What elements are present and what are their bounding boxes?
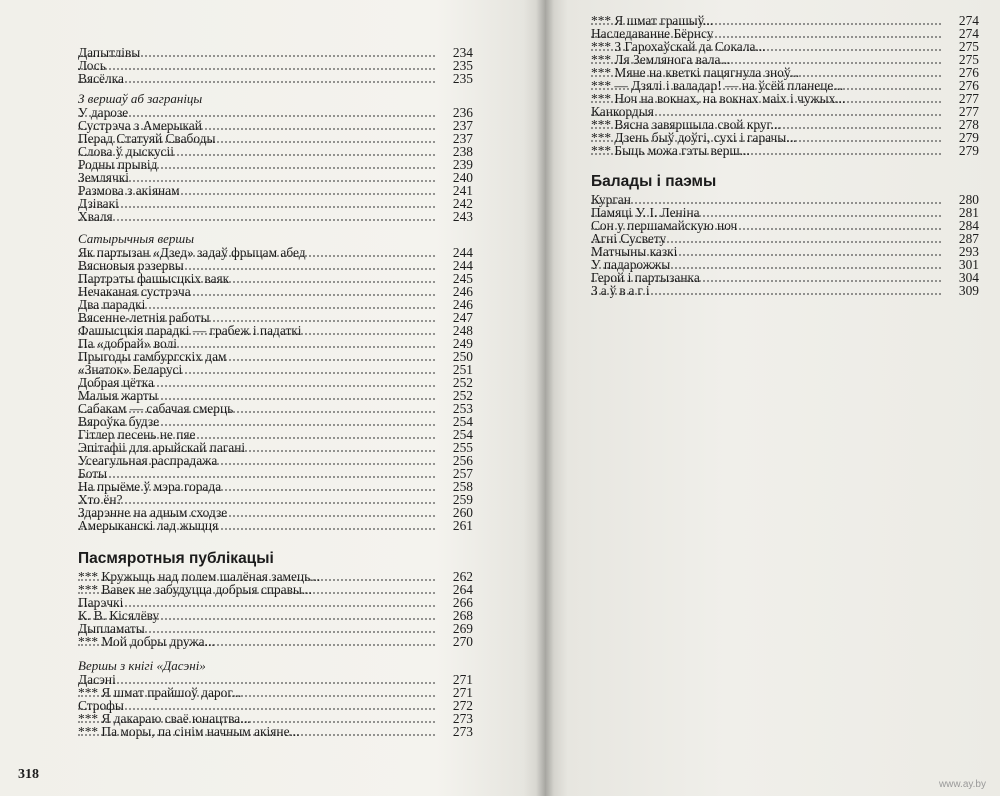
- leader-dots: [78, 219, 435, 221]
- toc-entry-page: 252: [452, 375, 473, 390]
- toc-entry-title: Вясёлка: [78, 71, 124, 86]
- toc-entry-title: Сустрэча з Амерыкай: [78, 118, 202, 133]
- toc-group: [591, 193, 979, 297]
- toc-entry: [591, 144, 979, 157]
- toc-entry-page: 248: [452, 323, 473, 338]
- toc-entry: [78, 59, 473, 72]
- toc-entry-title: Вясенне-летнія работы: [78, 310, 210, 325]
- toc-entry: [78, 635, 473, 648]
- toc-entry: [78, 210, 473, 223]
- toc-entry-page: 256: [452, 453, 473, 468]
- toc-entry-title: *** Мяне на кветкі пацягнула зноў...: [591, 65, 800, 80]
- toc-entry-title: *** Вясна завяршыла свой круг...: [591, 117, 781, 132]
- toc-entry-title: Сабакам — сабачая смерць: [78, 401, 234, 416]
- leader-dots: [78, 605, 435, 607]
- toc-entry-page: 271: [452, 672, 473, 687]
- toc-entry: [78, 46, 473, 59]
- section-heading-ballads: Балады і паэмы: [591, 173, 717, 190]
- toc-entry-title: Землячкі: [78, 170, 129, 185]
- toc-entry-title: Вясновыя рэзервы: [78, 258, 184, 273]
- toc-group: [78, 106, 473, 223]
- toc-entry-title: Заўвагі: [591, 283, 653, 298]
- toc-entry-page: 251: [452, 362, 473, 377]
- toc-entry-page: 301: [958, 257, 979, 272]
- toc-entry-page: 273: [452, 711, 473, 726]
- toc-entry-page: 281: [958, 205, 979, 220]
- toc-left: [78, 46, 473, 738]
- toc-entry-page: 276: [958, 78, 979, 93]
- toc-entry-title: Матчыны казкі: [591, 244, 678, 259]
- toc-entry-page: 260: [452, 505, 473, 520]
- toc-entry-title: Сон у першамайскую ноч: [591, 218, 738, 233]
- toc-entry-page: 239: [452, 157, 473, 172]
- toc-entry-page: 257: [452, 466, 473, 481]
- toc-entry-page: 237: [452, 131, 473, 146]
- toc-entry-title: Дапытлівы: [78, 45, 141, 60]
- toc-entry: [78, 158, 473, 171]
- toc-entry-title: У падарожжы: [591, 257, 671, 272]
- toc-entry-page: 244: [452, 258, 473, 273]
- toc-entry-title: Як партызан «Дзед» задаў фрыцам абед: [78, 245, 306, 260]
- toc-entry: [78, 725, 473, 738]
- toc-entry-title: К. В. Кісялёву: [78, 608, 160, 623]
- leader-dots: [78, 68, 435, 70]
- toc-entry-page: 235: [452, 71, 473, 86]
- toc-entry-title: Здарэнне на адным сходзе: [78, 505, 228, 520]
- section-heading-posthumous: Пасмяротныя публікацыі: [78, 550, 274, 567]
- toc-entry-page: 259: [452, 492, 473, 507]
- toc-entry-page: 253: [452, 401, 473, 416]
- toc-group: [78, 570, 473, 648]
- toc-entry-title: Боты: [78, 466, 108, 481]
- toc-entry-page: 271: [452, 685, 473, 700]
- toc-entry-page: 293: [958, 244, 979, 259]
- toc-entry: [78, 197, 473, 210]
- toc-entry-page: 242: [452, 196, 473, 211]
- toc-entry-page: 258: [452, 479, 473, 494]
- toc-entry-title: *** Ля Землянога вала...: [591, 52, 731, 67]
- toc-entry-title: Партрэты фашысцкіх ваяк: [78, 271, 230, 286]
- toc-entry-title: Дыпламаты: [78, 621, 145, 636]
- toc-entry-page: 234: [452, 45, 473, 60]
- toc-entry-title: Малыя жарты: [78, 388, 158, 403]
- toc-entry-title: Хваля: [78, 209, 113, 224]
- toc-entry-title: *** Кружыць над полем шалёная замець...: [78, 569, 321, 584]
- toc-entry-title: *** Я шмат прайшоў дарог...: [78, 685, 242, 700]
- toc-entry-page: 246: [452, 297, 473, 312]
- toc-entry-title: Герой і партызанка: [591, 270, 700, 285]
- toc-entry-page: 255: [452, 440, 473, 455]
- section-heading-dasni: Вершы з кнігі «Дасэні»: [78, 658, 206, 673]
- toc-entry-page: 279: [958, 130, 979, 145]
- toc-entry-title: Гітлер песень не пяе: [78, 427, 196, 442]
- toc-entry-page: 272: [452, 698, 473, 713]
- toc-entry-page: 244: [452, 245, 473, 260]
- leader-dots: [78, 115, 435, 117]
- toc-entry-title: Парэчкі: [78, 595, 124, 610]
- toc-entry-page: 274: [958, 13, 979, 28]
- toc-entry-page: 235: [452, 58, 473, 73]
- toc-entry-title: Эпітафіі для арыйскай пагані: [78, 440, 246, 455]
- toc-entry-title: Фашысцкія парадкі — грабеж і падаткі: [78, 323, 302, 338]
- toc-entry-title: Хто ён?: [78, 492, 123, 507]
- toc-entry-page: 243: [452, 209, 473, 224]
- toc-entry-page: 287: [958, 231, 979, 246]
- toc-entry-page: 254: [452, 427, 473, 442]
- toc-entry-page: 276: [958, 65, 979, 80]
- watermark: www.ay.by: [938, 779, 986, 790]
- toc-entry-title: *** Вавек не забудуцца добрыя справы...: [78, 582, 312, 597]
- toc-entry-page: 275: [958, 39, 979, 54]
- toc-entry-title: *** Я дакараю сваё юнацтва...: [78, 711, 251, 726]
- toc-entry-page: 277: [958, 91, 979, 106]
- toc-group: [78, 46, 473, 85]
- toc-entry-title: Два парадкі: [78, 297, 146, 312]
- toc-entry-page: 249: [452, 336, 473, 351]
- book-gutter: [536, 0, 554, 796]
- toc-entry-page: 277: [958, 104, 979, 119]
- toc-entry: [591, 284, 979, 297]
- toc-entry: [78, 184, 473, 197]
- toc-entry-page: 269: [452, 621, 473, 636]
- toc-entry-title: *** Быць можа гэты верш...: [591, 143, 750, 158]
- toc-entry-title: Дасэні: [78, 672, 116, 687]
- toc-entry-page: 275: [958, 52, 979, 67]
- toc-entry-title: Дзівакі: [78, 196, 119, 211]
- toc-entry-title: Родны прывід: [78, 157, 158, 172]
- toc-entry-title: На прыёме ў мэра горада: [78, 479, 222, 494]
- toc-entry-page: 241: [452, 183, 473, 198]
- toc-entry-title: Добрая цётка: [78, 375, 154, 390]
- toc-entry-title: *** — Дзялі і валадар! — на ўсёй планеце...: [591, 78, 844, 93]
- toc-entry-title: Усеагульная распрадажа: [78, 453, 218, 468]
- toc-entry-title: Лось: [78, 58, 106, 73]
- toc-entry-title: *** З Гарохаўскай да Сокала...: [591, 39, 766, 54]
- toc-entry-title: Перад Статуяй Свабоды: [78, 131, 216, 146]
- toc-entry-page: 237: [452, 118, 473, 133]
- toc-entry-page: 279: [958, 143, 979, 158]
- toc-entry-title: *** Па моры, па сінім начным акіяне...: [78, 724, 300, 739]
- toc-entry-page: 236: [452, 105, 473, 120]
- right-page: [545, 0, 1000, 796]
- toc-entry-page: 268: [452, 608, 473, 623]
- toc-entry-title: У дарозе: [78, 105, 129, 120]
- toc-entry-page: 250: [452, 349, 473, 364]
- toc-entry-title: «Знаток» Беларусі: [78, 362, 183, 377]
- toc-entry-page: 278: [958, 117, 979, 132]
- toc-entry-page: 280: [958, 192, 979, 207]
- toc-entry-title: Слова ў дыскусіі: [78, 144, 174, 159]
- toc-entry-title: Памяці У. І. Леніна: [591, 205, 700, 220]
- toc-entry-title: *** Я шмат грашыў...: [591, 13, 714, 28]
- toc-entry-page: 273: [452, 724, 473, 739]
- toc-entry-page: 284: [958, 218, 979, 233]
- toc-entry-title: Размова з акіянам: [78, 183, 180, 198]
- toc-entry-title: Вяроўка будзе: [78, 414, 160, 429]
- section-heading-abroad: З вершаў аб заграніцы: [78, 91, 203, 106]
- leader-dots: [78, 708, 435, 710]
- toc-entry-page: 270: [452, 634, 473, 649]
- toc-entry: [78, 480, 473, 493]
- toc-entry-page: 247: [452, 310, 473, 325]
- toc-entry: [78, 583, 473, 596]
- toc-entry-title: Нечаканая сустрэча: [78, 284, 191, 299]
- leader-dots: [78, 476, 435, 478]
- toc-entry-page: 240: [452, 170, 473, 185]
- toc-entry-page: 262: [452, 569, 473, 584]
- toc-entry: [78, 72, 473, 85]
- toc-entry: [78, 686, 473, 699]
- toc-entry-title: Наследаванне Бёрнсу: [591, 26, 714, 41]
- toc-entry-page: 309: [958, 283, 979, 298]
- toc-entry-title: *** Дзень быў доўгі, сухі і гарачы...: [591, 130, 797, 145]
- toc-entry: [78, 519, 473, 532]
- toc-entry-page: 245: [452, 271, 473, 286]
- leader-dots: [78, 81, 435, 83]
- section-heading-satirical: Сатырычныя вершы: [78, 231, 195, 246]
- toc-right: [591, 14, 979, 297]
- toc-group: [591, 14, 979, 157]
- toc-entry-page: 266: [452, 595, 473, 610]
- toc-entry-title: Па «добрай» волі: [78, 336, 177, 351]
- toc-entry-title: Прыгоды гамбургскіх дам: [78, 349, 227, 364]
- toc-entry-title: *** Ноч на вокнах, на вокнах маіх і чужых...: [591, 91, 846, 106]
- toc-entry-title: Канкордыя: [591, 104, 654, 119]
- toc-entry-page: 304: [958, 270, 979, 285]
- toc-entry-title: Амерыканскі лад жыцця: [78, 518, 219, 533]
- leader-dots: [78, 206, 435, 208]
- toc-entry-page: 264: [452, 582, 473, 597]
- leader-dots: [591, 202, 941, 204]
- toc-entry-page: 274: [958, 26, 979, 41]
- toc-entry-title: Агні Сусвету: [591, 231, 667, 246]
- leader-dots: [78, 502, 435, 504]
- page-number: 318: [18, 767, 39, 782]
- toc-group: [78, 246, 473, 532]
- leader-dots: [78, 682, 435, 684]
- toc-entry-page: 261: [452, 518, 473, 533]
- toc-entry-page: 246: [452, 284, 473, 299]
- toc-entry-page: 238: [452, 144, 473, 159]
- toc-entry-title: *** Мой добры дружа...: [78, 634, 215, 649]
- toc-entry: [78, 454, 473, 467]
- toc-group: [78, 673, 473, 738]
- toc-entry-title: Строфы: [78, 698, 124, 713]
- toc-entry-page: 254: [452, 414, 473, 429]
- toc-entry-page: 252: [452, 388, 473, 403]
- toc-entry-title: Курган: [591, 192, 631, 207]
